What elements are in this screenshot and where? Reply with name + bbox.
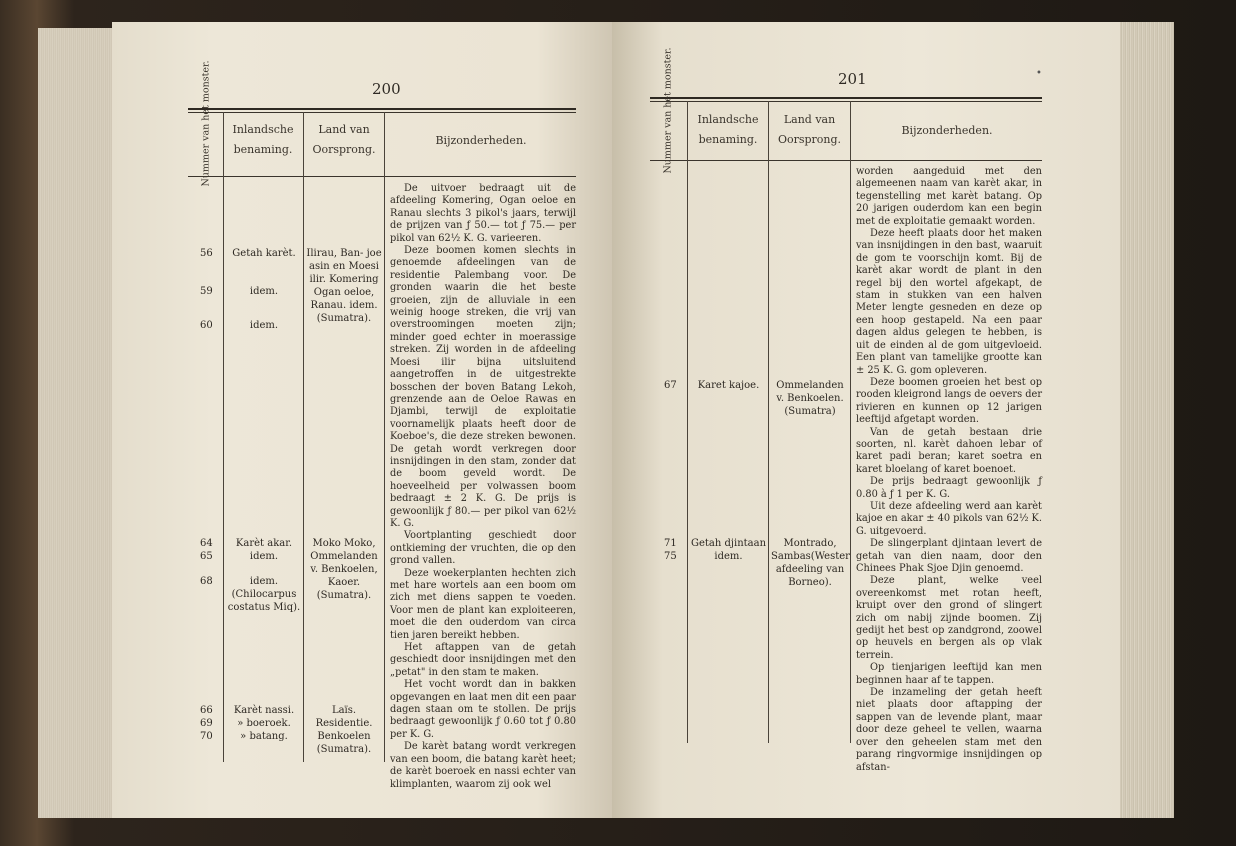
- right-entry-origin: Montrado, Sambas(Wester afdeeling van Borneo).: [771, 538, 850, 588]
- paragraph: Uit deze afdeeling werd aan karèt kajoe en akar ± 40 pikols van 62½ K. G. uitgevoerd.: [856, 500, 1042, 537]
- left-entry-number: 70: [200, 731, 213, 742]
- left-entry-number: 65: [200, 551, 213, 562]
- left-entry-number: 64: [200, 538, 213, 549]
- paragraph: De uitvoer bedraagt uit de afdeeling Komering, Ogan oeloe en Ranau slechts 3 pikol's jaars, terwijl de prijzen van ƒ 50.— tot ƒ 75.— per pikol van 62½ K. G. varieeren.: [390, 183, 576, 244]
- left-header-inlandsche: Inlandsche benaming.: [232, 123, 294, 156]
- left-origin-lais: Laïs. Residentie. Benkoelen (Sumatra).: [315, 705, 373, 755]
- paragraph: Deze heeft plaats door het maken van insnijdingen in den bast, waaruit de gom te voorschijn komt. Bij de karèt akar wordt de plant in den regel bij den wortel afgekapt, de stam in stukken van een halven Meter lengte gesneden en deze op een hoop gestapeld. Na een paar dagen aldus gelegen te hebben, is uit de einden al de gom uitgevloeid. Een plant van tamelijke grootte kan ± 25 K. G. gom opleveren.: [856, 228, 1042, 376]
- paragraph: Van de getah bestaan drie soorten, nl. karèt dahoen lebar of karet padi beran; karet soetra en karet bloelang of karet boenoet.: [856, 426, 1042, 475]
- right-entry-number: 67: [664, 380, 677, 391]
- left-header-land: Land van Oorsprong.: [312, 123, 376, 156]
- right-bijzonderheden-text: [856, 166, 1042, 774]
- right-page-number: 201: [838, 70, 867, 88]
- right-header-rule: [650, 160, 1042, 161]
- left-entry-number: 68: [200, 576, 213, 587]
- paragraph: De prijs bedraagt gewoonlijk ƒ 0.80 à ƒ 1 per K. G.: [856, 476, 1042, 500]
- paragraph: Deze woekerplanten hechten zich met hare wortels aan een boom om zich met diens sappen te voeden. Voor men de plant kan exploiteeren, moet die den ouderdom van circa tien jaren bereikt hebben.: [390, 567, 576, 641]
- right-table-top-rule: [650, 97, 1042, 99]
- right-col-divider-2: [768, 101, 769, 743]
- left-origin-palembang: Ilirau, Ban- joe asin en Moesi ilir. Komering Ogan oeloe, Ranau. idem. (Sumatra).: [306, 248, 382, 324]
- right-header-inlandsche: Inlandsche benaming.: [697, 113, 759, 146]
- left-col-divider-3: [384, 112, 385, 762]
- right-header-bijzonderheden: Bijzonderheden.: [901, 124, 993, 137]
- left-entry-name: Getah karèt.: [232, 248, 296, 259]
- left-entry-name: Karèt akar.: [235, 538, 293, 549]
- right-entry-name: Karet kajoe.: [697, 380, 760, 391]
- right-header-land: Land van Oorsprong.: [777, 113, 842, 146]
- right-col-divider-1: [687, 101, 688, 743]
- left-entry-number: 59: [200, 286, 213, 297]
- left-header-nummer: Nummer van het monster.: [200, 60, 212, 187]
- left-entry-number: 56: [200, 248, 213, 259]
- paragraph: Het aftappen van de getah geschiedt door insnijdingen met den „petat" in den stam te maken.: [390, 642, 576, 678]
- paragraph: Deze plant, welke veel overeenkomst met rotan heeft, kruipt over den grond of slingert zich om nabij zijnde boomen. Zij gedijt het best op zandgrond, zoowel op heuvels en bergen als op vlak terrein.: [856, 575, 1042, 661]
- paragraph: De slingerplant djintaan levert de getah van dien naam, door den Chinees Phak Sjoe Djin genoemd.: [856, 538, 1042, 574]
- left-entry-name: idem.: [249, 320, 279, 331]
- left-entry-number: 60: [200, 320, 213, 331]
- page-edges-left: [38, 28, 118, 818]
- paragraph: Deze boomen groeien het best op rooden kleigrond langs de oevers der rivieren en kunnen op 12 jarigen leeftijd afgetapt worden.: [856, 376, 1043, 426]
- right-entry-name: idem.: [714, 551, 743, 562]
- left-entry-name: idem.: [249, 551, 279, 562]
- right-entry-name: Getah djintaan: [690, 538, 767, 549]
- left-origin-benkoelen: Moko Moko, Ommelanden v. Benkoelen, Kaoer. (Sumatra).: [310, 538, 378, 601]
- left-bijzonderheden-text: [390, 183, 576, 791]
- left-entry-number: 66: [200, 705, 213, 716]
- right-header-nummer: Nummer van het monster.: [662, 47, 674, 174]
- right-table-top-rule-2: [650, 101, 1042, 102]
- left-table-top-rule-2: [188, 112, 576, 113]
- left-entry-name: » batang.: [240, 731, 288, 742]
- paragraph: Voortplanting geschiedt door ontkieming der vruchten, die op den grond vallen.: [390, 530, 576, 567]
- paragraph: worden aangeduid met den algemeenen naam van karèt akar, in tegenstelling met karèt batang. Op 20 jarigen ouderdom kan een begin met de exploitatie gemaakt worden.: [856, 166, 1042, 227]
- right-col-divider-3: [850, 101, 851, 743]
- paragraph: Het vocht wordt dan in bakken opgevangen en laat men dit een paar dagen staan om te stollen. De prijs bedraagt gewoonlijk ƒ 0.60 tot ƒ 0.80 per K. G.: [390, 679, 576, 740]
- left-entry-name: idem.: [249, 286, 279, 297]
- left-page-number: 200: [372, 80, 401, 98]
- left-entry-number: 69: [200, 718, 213, 729]
- left-col-divider-2: [303, 112, 304, 762]
- paragraph: Op tienjarigen leeftijd kan men beginnen haar af te tappen.: [856, 662, 1042, 686]
- paragraph: De karèt batang wordt verkregen van een boom, die batang karèt heet; de karèt boeroek en nassi echter van klimplanten, waarom zij ook wel: [390, 741, 576, 790]
- left-header-rule: [188, 176, 576, 177]
- page-edges-right: [1114, 22, 1174, 818]
- left-entry-name: » boeroek.: [237, 718, 291, 729]
- right-entry-number: 71: [664, 538, 677, 549]
- left-header-bijzonderheden: Bijzonderheden.: [435, 134, 527, 147]
- paragraph: De inzameling der getah heeft niet plaats door aftapping der sappen van de levende plant, maar door deze geheel te vellen, waarna over den geheelen stam met den parang ringvormige insnijdingen op afstan-: [856, 687, 1042, 773]
- left-table-top-rule: [188, 108, 576, 110]
- left-entry-name: Karèt nassi.: [233, 705, 295, 716]
- left-col-divider-1: [223, 112, 224, 762]
- left-entry-name: idem. (Chilocarpus costatus Miq).: [227, 576, 301, 613]
- right-entry-number: 75: [664, 551, 677, 562]
- right-entry-origin: Ommelanden v. Benkoelen. (Sumatra): [776, 380, 844, 417]
- paragraph: Deze boomen komen slechts in genoemde afdeelingen van de residentie Palembang voor. De gronden waarin die het beste groeien, zijn de alluviale in een weinig hooge streken, die vrij van overstroomingen moeten zijn; minder goed echter in moerassige streken. Zij worden in de afdeeling Moesi ilir bijna uitsluitend aangetroffen in de uitgestrekte bosschen der boven Batang Lekoh, grenzende aan de Oeloe Rawas en Djambi, terwijl de exploitatie voornamelijk plaats heeft door de Koeboe's, die deze streken bewonen. De getah wordt verkregen door insnijdingen in den stam, zonder dat de boom geveld wordt. De hoeveelheid per volwassen boom bedraagt ± 2 K. G. De prijs is gewoonlijk ƒ 80.— per pikol van 62½ K. G.: [390, 245, 576, 529]
- speck: •: [1036, 68, 1042, 79]
